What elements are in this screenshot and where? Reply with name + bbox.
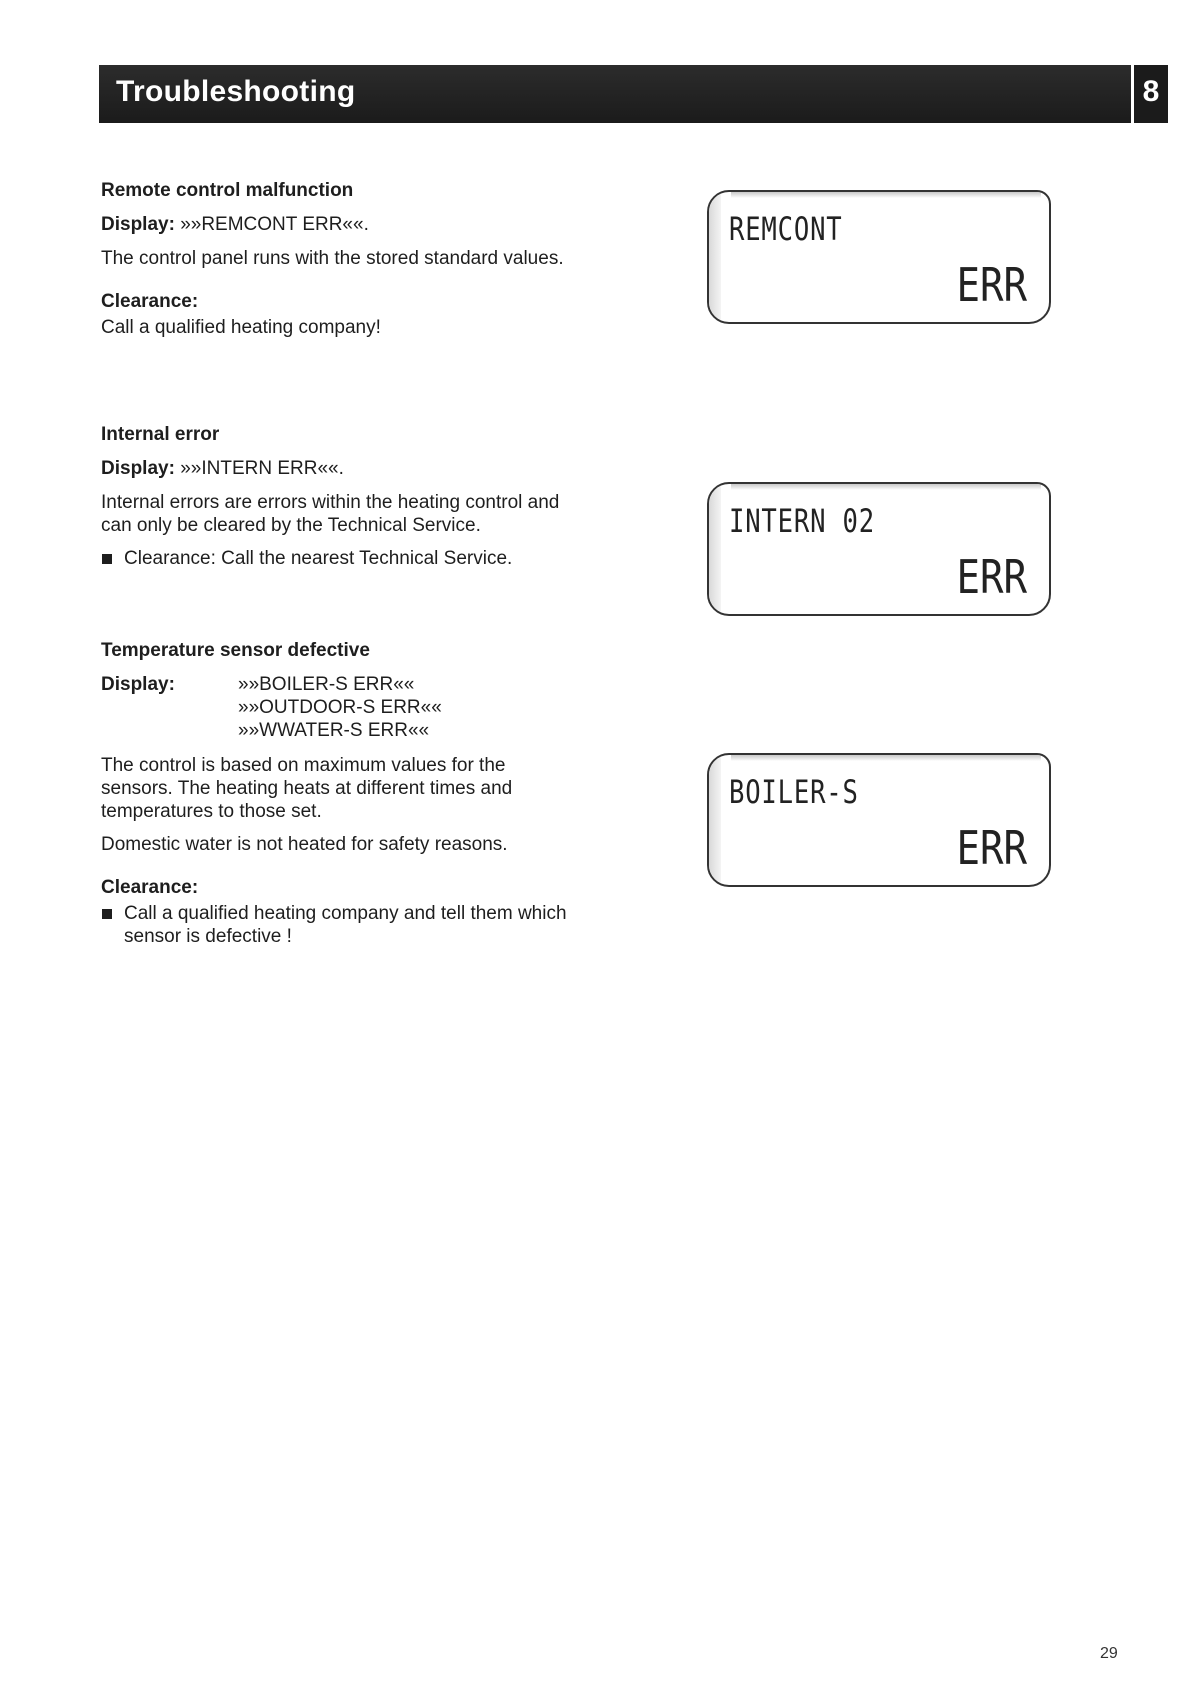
section-heading: Internal error	[101, 424, 220, 445]
display-line	[101, 213, 601, 236]
description-text: The control is based on maximum values for the sensors. The heating heats at different times and temperatures to those set.	[101, 755, 513, 822]
lcd-line-1: BOILER-S	[729, 773, 859, 811]
display-value: »»BOILER-S ERR««	[238, 674, 415, 695]
section-remote-control	[101, 179, 601, 349]
bullet-text: Clearance: Call the nearest Technical Service.	[124, 548, 513, 569]
clearance-label: Clearance:	[101, 291, 199, 312]
lcd-display-remcont	[707, 190, 1051, 324]
lcd-display-boiler	[707, 753, 1051, 887]
lcd-line-1: REMCONT	[729, 210, 843, 248]
bullet-item	[101, 547, 601, 570]
display-label: Display:	[101, 674, 175, 695]
section-internal-error	[101, 423, 601, 580]
section-heading: Remote control malfunction	[101, 180, 354, 201]
chapter-number: 8	[1142, 75, 1160, 108]
clearance-text: Call a qualified heating company!	[101, 317, 381, 338]
lcd-line-1: INTERN 02	[729, 502, 875, 540]
display-values-list	[238, 673, 442, 742]
lcd-line-2: ERR	[956, 550, 1027, 604]
display-value: »»WWATER-S ERR««	[238, 720, 430, 741]
description-text: Internal errors are errors within the heating control and can only be cleared by the Technical Service.	[101, 492, 560, 536]
display-value: »»INTERN ERR««.	[180, 458, 344, 479]
page-number: 29	[1100, 1645, 1118, 1662]
section-temperature-sensor	[101, 639, 601, 958]
bullet-square-icon	[102, 554, 112, 564]
page-title: Troubleshooting	[116, 75, 356, 108]
lcd-display-intern	[707, 482, 1051, 616]
bullet-square-icon	[102, 909, 112, 919]
chapter-header-bar	[99, 65, 1133, 123]
display-line	[101, 673, 601, 742]
chapter-number-box	[1131, 65, 1168, 123]
display-value: »»REMCONT ERR««.	[180, 214, 369, 235]
display-line	[101, 457, 601, 480]
description-text: Domestic water is not heated for safety reasons.	[101, 834, 508, 855]
lcd-line-2: ERR	[956, 258, 1027, 312]
section-heading: Temperature sensor defective	[101, 640, 370, 661]
description-text: The control panel runs with the stored standard values.	[101, 248, 564, 269]
display-label: Display:	[101, 458, 175, 479]
bullet-text: Call a qualified heating company and tell them which sensor is defective !	[124, 903, 567, 947]
display-label: Display:	[101, 214, 175, 235]
bullet-item	[101, 902, 579, 948]
lcd-line-2: ERR	[956, 821, 1027, 875]
display-value: »»OUTDOOR-S ERR««	[238, 697, 442, 718]
clearance-label: Clearance:	[101, 877, 199, 898]
